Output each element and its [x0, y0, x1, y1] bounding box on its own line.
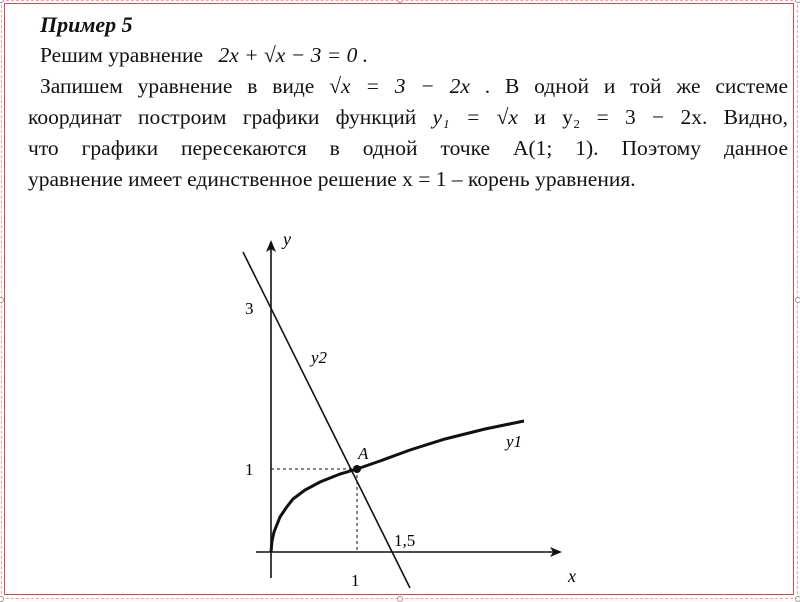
- line-y2-label: y2: [311, 348, 328, 367]
- text-line-5: уравнение имеет единственное решение x = 1 – корень уравнения.: [28, 167, 636, 191]
- y-axis-label: y: [283, 229, 291, 249]
- line2-prefix: Запишем уравнение в виде: [40, 74, 315, 98]
- x-axis-label: x: [568, 566, 576, 586]
- y-tick-3: 3: [245, 299, 254, 318]
- y-tick-1: 1: [245, 460, 254, 479]
- line3-middle: и y₂ = 3 − 2x. Видно,: [534, 105, 789, 129]
- function-y1: y₁ = √x: [432, 105, 518, 129]
- point-A-label: A: [358, 444, 369, 463]
- line3-prefix: координат построим графики функций: [28, 105, 417, 129]
- x-tick-1: 1: [351, 571, 360, 590]
- line1-prefix: Решим уравнение: [40, 43, 204, 67]
- x-intercept-label: 1,5: [394, 531, 416, 550]
- curve-y1-label: y1: [506, 432, 523, 451]
- example-title: Пример 5: [40, 12, 133, 37]
- point-A: [353, 465, 361, 473]
- equation-original: 2x + √x − 3 = 0 .: [218, 43, 369, 67]
- line2-suffix: . В одной и той же системе: [484, 74, 789, 98]
- equation-rewritten: √x = 3 − 2x: [329, 74, 470, 98]
- text-line-4: что графики пересекаются в одной точке A(1; 1). Поэтому данное: [28, 136, 788, 160]
- line-y2: [243, 252, 410, 588]
